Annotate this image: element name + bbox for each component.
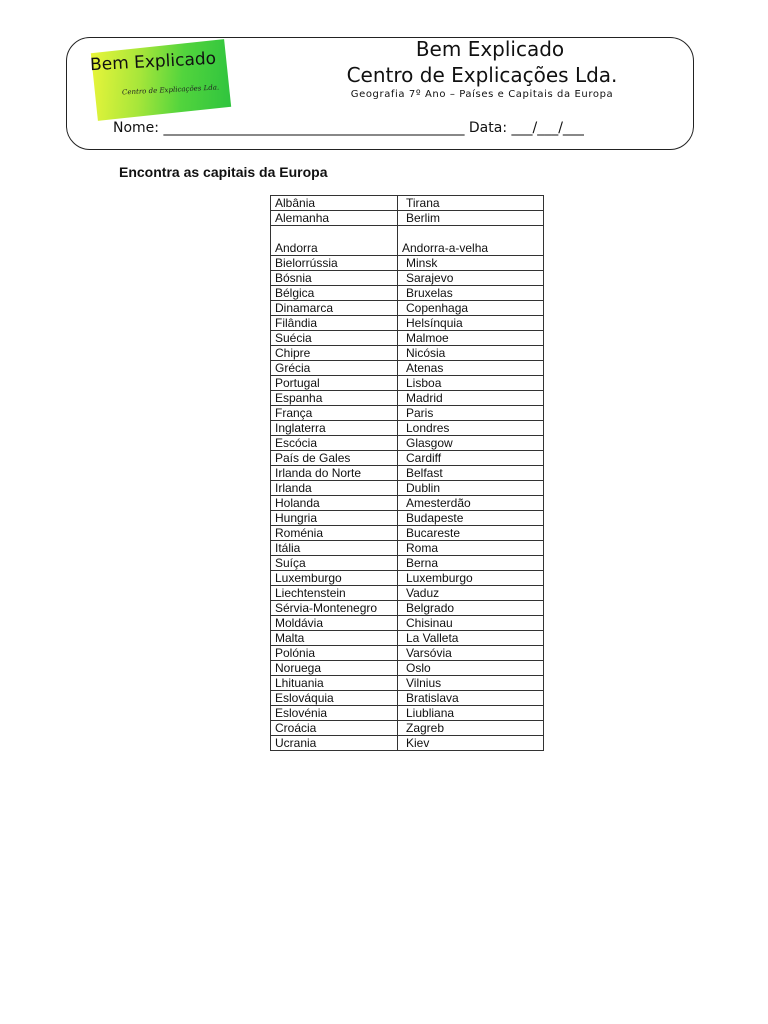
country-cell: Malta [271, 631, 398, 646]
worksheet-heading: Encontra as capitais da Europa [119, 164, 328, 180]
table-row [271, 556, 544, 571]
country-cell: Ucrania [271, 736, 398, 751]
capital-cell: Helsínquia [398, 316, 544, 331]
country-cell: Liechtenstein [271, 586, 398, 601]
table-row [271, 286, 544, 301]
capital-cell: Vaduz [398, 586, 544, 601]
country-cell: Irlanda [271, 481, 398, 496]
capital-cell: Budapeste [398, 511, 544, 526]
table-row [271, 361, 544, 376]
table-row [271, 196, 544, 211]
table-row [271, 256, 544, 271]
capital-cell: Chisinau [398, 616, 544, 631]
capital-cell: Bucareste [398, 526, 544, 541]
table-row [271, 406, 544, 421]
table-row [271, 451, 544, 466]
country-cell: Hungria [271, 511, 398, 526]
logo-title: Bem Explicado [89, 48, 217, 76]
capitals-table-body [271, 196, 544, 751]
country-cell: Grécia [271, 361, 398, 376]
capital-cell: Berlim [398, 211, 544, 226]
header-topic: Geografia 7º Ano – Países e Capitais da Europa [350, 89, 614, 100]
capital-cell: Minsk [398, 256, 544, 271]
capital-cell: Belfast [398, 466, 544, 481]
capital-cell: Cardiff [398, 451, 544, 466]
capital-cell: Dublin [398, 481, 544, 496]
country-cell: Suíça [271, 556, 398, 571]
table-row [271, 526, 544, 541]
table-row [271, 481, 544, 496]
capital-cell: Nicósia [398, 346, 544, 361]
country-cell: Bélgica [271, 286, 398, 301]
capital-cell: Madrid [398, 391, 544, 406]
capital-cell: Oslo [398, 661, 544, 676]
table-row [271, 586, 544, 601]
table-row [271, 631, 544, 646]
table-row [271, 211, 544, 226]
capital-cell: Kiev [398, 736, 544, 751]
country-cell: Bielorrússia [271, 256, 398, 271]
country-cell: Andorra [271, 226, 398, 256]
country-cell: Escócia [271, 436, 398, 451]
capital-cell: Bratislava [398, 691, 544, 706]
country-cell: Irlanda do Norte [271, 466, 398, 481]
capital-cell: Varsóvia [398, 646, 544, 661]
table-row [271, 376, 544, 391]
country-cell: Roménia [271, 526, 398, 541]
table-row [271, 541, 544, 556]
table-row [271, 421, 544, 436]
country-cell: Filândia [271, 316, 398, 331]
capital-cell: Belgrado [398, 601, 544, 616]
capital-cell: Roma [398, 541, 544, 556]
name-date-line: Nome: ___________________________________________ Data: ___/___/___ [113, 120, 584, 136]
table-row [271, 736, 544, 751]
table-row [271, 571, 544, 586]
country-cell: Bósnia [271, 271, 398, 286]
country-cell: Dinamarca [271, 301, 398, 316]
country-cell: Noruega [271, 661, 398, 676]
country-cell: França [271, 406, 398, 421]
table-row [271, 721, 544, 736]
capitals-table [270, 195, 544, 751]
header-subtitle: Centro de Explicações Lda. [346, 63, 618, 87]
table-row [271, 496, 544, 511]
table-row [271, 301, 544, 316]
capital-cell: Malmoe [398, 331, 544, 346]
country-cell: Itália [271, 541, 398, 556]
country-cell: Eslováquia [271, 691, 398, 706]
capital-cell: Copenhaga [398, 301, 544, 316]
country-cell: Luxemburgo [271, 571, 398, 586]
capital-cell: Berna [398, 556, 544, 571]
capital-cell: Paris [398, 406, 544, 421]
country-cell: Alemanha [271, 211, 398, 226]
table-row [271, 706, 544, 721]
header-title: Bem Explicado [415, 37, 565, 61]
table-row [271, 661, 544, 676]
country-cell: Albânia [271, 196, 398, 211]
capital-cell: Luxemburgo [398, 571, 544, 586]
table-row [271, 346, 544, 361]
country-cell: Inglaterra [271, 421, 398, 436]
table-row [271, 676, 544, 691]
country-cell: Moldávia [271, 616, 398, 631]
table-row [271, 616, 544, 631]
table-row [271, 226, 544, 256]
country-cell: País de Gales [271, 451, 398, 466]
country-cell: Polónia [271, 646, 398, 661]
country-cell: Suécia [271, 331, 398, 346]
country-cell: Holanda [271, 496, 398, 511]
capital-cell: Andorra-a-velha [398, 226, 544, 256]
table-row [271, 511, 544, 526]
country-cell: Portugal [271, 376, 398, 391]
capital-cell: Atenas [398, 361, 544, 376]
country-cell: Lhituania [271, 676, 398, 691]
country-cell: Espanha [271, 391, 398, 406]
table-row [271, 391, 544, 406]
logo-subtitle: Centro de Explicações Lda. [121, 83, 220, 97]
table-row [271, 316, 544, 331]
capital-cell: Zagreb [398, 721, 544, 736]
country-cell: Eslovénia [271, 706, 398, 721]
capital-cell: Bruxelas [398, 286, 544, 301]
capital-cell: Lisboa [398, 376, 544, 391]
table-row [271, 466, 544, 481]
table-row [271, 691, 544, 706]
capital-cell: Sarajevo [398, 271, 544, 286]
table-row [271, 331, 544, 346]
capital-cell: Amesterdão [398, 496, 544, 511]
capital-cell: Londres [398, 421, 544, 436]
capital-cell: La Valleta [398, 631, 544, 646]
table-row [271, 436, 544, 451]
capital-cell: Liubliana [398, 706, 544, 721]
table-row [271, 601, 544, 616]
table-row [271, 271, 544, 286]
country-cell: Croácia [271, 721, 398, 736]
capital-cell: Glasgow [398, 436, 544, 451]
capital-cell: Vilnius [398, 676, 544, 691]
table-row [271, 646, 544, 661]
country-cell: Chipre [271, 346, 398, 361]
country-cell: Sérvia-Montenegro [271, 601, 398, 616]
capital-cell: Tirana [398, 196, 544, 211]
